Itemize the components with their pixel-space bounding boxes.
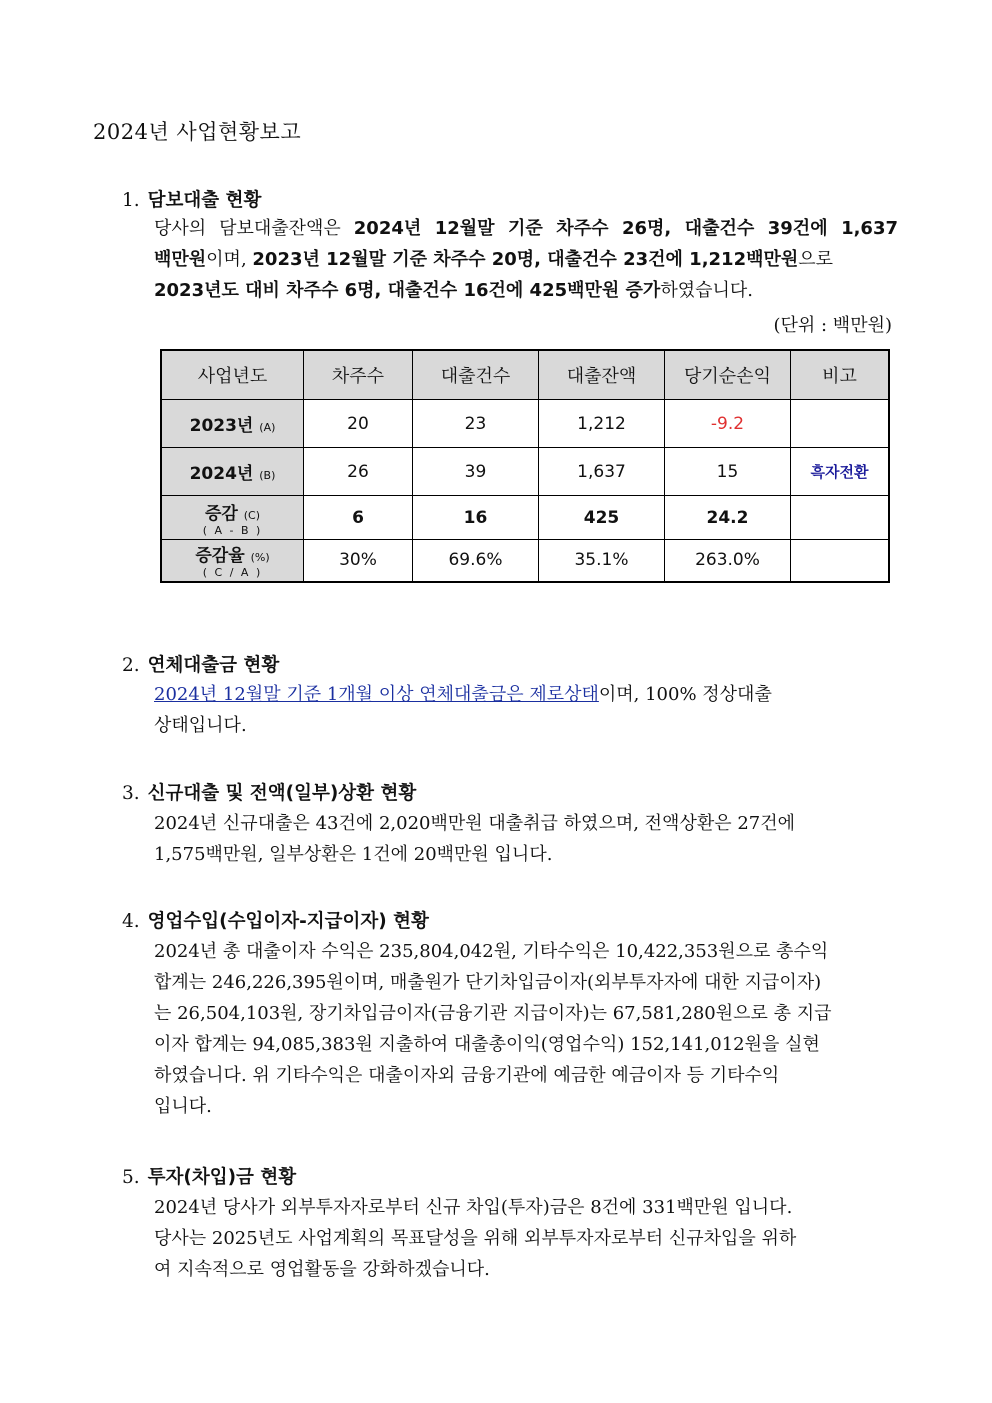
s3-text: 2024년 신규대출은 43건에 2,020백만원 대출취급 하였으며, 전액상환은 27건에 (154, 813, 796, 834)
table-cell: 15 (665, 448, 791, 496)
section-4-title: 영업수입(수입이자-지급이자) 현황 (147, 911, 429, 932)
s2-text: 이며, 100% 정상대출 (598, 684, 772, 705)
s4-text: 하였습니다. 위 기타수익은 대출이자외 금융기관에 예금한 예금이자 등 기타수익 (154, 1065, 780, 1086)
row-label-2024: 2024년 (B) (161, 448, 304, 496)
col-header-year: 사업년도 (161, 350, 304, 400)
section-1-number: 1. (122, 190, 140, 211)
s1-highlight: 2024년 12월말 기준 차주수 26명, 대출건수 39건에 1,637 (353, 218, 898, 239)
s1-highlight: 2023년도 대비 차주수 6명, 대출건수 16건에 425백만원 증가 (154, 280, 661, 301)
table-cell: 23 (413, 400, 539, 448)
table-cell-note: 흑자전환 (791, 448, 890, 496)
section-2-title: 연체대출금 현황 (147, 655, 280, 676)
section-2-heading (122, 651, 279, 677)
table-row (161, 496, 889, 540)
table-cell: 6 (304, 496, 413, 540)
table-header-row (161, 350, 889, 400)
s4-text: 입니다. (154, 1096, 212, 1117)
s1-highlight: 2023년 12월말 기준 차주수 20명, 대출건수 23건에 1,212백만원 (252, 249, 799, 270)
loan-summary-table (160, 349, 890, 583)
table-cell: 425 (539, 496, 665, 540)
table-cell: 69.6% (413, 540, 539, 582)
row-label-2023: 2023년 (A) (161, 400, 304, 448)
table-cell: -9.2 (665, 400, 791, 448)
section-4-number: 4. (122, 911, 140, 932)
table-cell: 39 (413, 448, 539, 496)
table-cell: 30% (304, 540, 413, 582)
col-header-loan-balance: 대출잔액 (539, 350, 665, 400)
table-cell: 263.0% (665, 540, 791, 582)
overdue-link[interactable]: 2024년 12월말 기준 1개월 이상 연체대출금은 제로상태 (154, 684, 599, 705)
section-4-heading (122, 907, 429, 933)
section-3-heading (122, 779, 416, 805)
section-4-body (154, 936, 898, 1122)
row-label-change: 증감 (C) ( A - B ) (161, 496, 304, 540)
table-cell (791, 540, 890, 582)
col-header-borrowers: 차주수 (304, 350, 413, 400)
table-cell (791, 496, 890, 540)
col-header-note: 비고 (791, 350, 890, 400)
s4-text: 이자 합계는 94,085,383원 지출하여 대출총이익(영업수익) 152,141,012원을 실현 (154, 1034, 820, 1055)
table-cell: 1,212 (539, 400, 665, 448)
s3-text: 1,575백만원, 일부상환은 1건에 20백만원 입니다. (154, 844, 553, 865)
s5-text: 당사는 2025년도 사업계획의 목표달성을 위해 외부투자자로부터 신규차입을 위하 (154, 1228, 797, 1249)
section-1-heading (122, 186, 261, 212)
section-3-title: 신규대출 및 전액(일부)상환 현황 (147, 783, 417, 804)
table-cell: 24.2 (665, 496, 791, 540)
table-cell: 20 (304, 400, 413, 448)
col-header-loan-count: 대출건수 (413, 350, 539, 400)
s1-text: 으로 (798, 249, 834, 270)
page-title: 2024년 사업현황보고 (93, 120, 302, 144)
table-cell: 1,637 (539, 448, 665, 496)
col-header-net-income: 당기순손익 (665, 350, 791, 400)
s1-highlight: 백만원 (154, 249, 207, 270)
table-cell (791, 400, 890, 448)
section-5-body (154, 1192, 898, 1285)
section-5-title: 투자(차입)금 현황 (147, 1167, 297, 1188)
s1-text: 이며, (206, 249, 253, 270)
s1-text: 당사의 담보대출잔액은 (154, 218, 354, 239)
section-2-body (154, 679, 898, 741)
section-5-number: 5. (122, 1167, 140, 1188)
table-cell: 16 (413, 496, 539, 540)
section-2-number: 2. (122, 655, 140, 676)
s4-text: 2024년 총 대출이자 수익은 235,804,042원, 기타수익은 10,422,353원으로 총수익 (154, 941, 829, 962)
section-1-title: 담보대출 현황 (147, 190, 262, 211)
table-cell: 26 (304, 448, 413, 496)
s5-text: 여 지속적으로 영업활동을 강화하겠습니다. (154, 1259, 490, 1280)
table-row (161, 540, 889, 582)
unit-label: (단위 : 백만원) (773, 315, 892, 336)
table-row (161, 400, 889, 448)
s4-text: 는 26,504,103원, 장기차입금이자(금융기관 지급이자)는 67,581,280원으로 총 지급 (154, 1003, 832, 1024)
row-label-change-rate: 증감율 (%) ( C / A ) (161, 540, 304, 582)
section-1-body (154, 213, 898, 306)
section-5-heading (122, 1163, 296, 1189)
section-3-body (154, 808, 898, 870)
s4-text: 합계는 246,226,395원이며, 매출원가 단기차입금이자(외부투자자에 대한 지급이자) (154, 972, 822, 993)
section-3-number: 3. (122, 783, 140, 804)
s2-text: 상태입니다. (154, 715, 247, 736)
table-cell: 35.1% (539, 540, 665, 582)
s5-text: 2024년 당사가 외부투자자로부터 신규 차입(투자)금은 8건에 331백만원 입니다. (154, 1197, 793, 1218)
s1-text: 하였습니다. (660, 280, 753, 301)
table-row (161, 448, 889, 496)
